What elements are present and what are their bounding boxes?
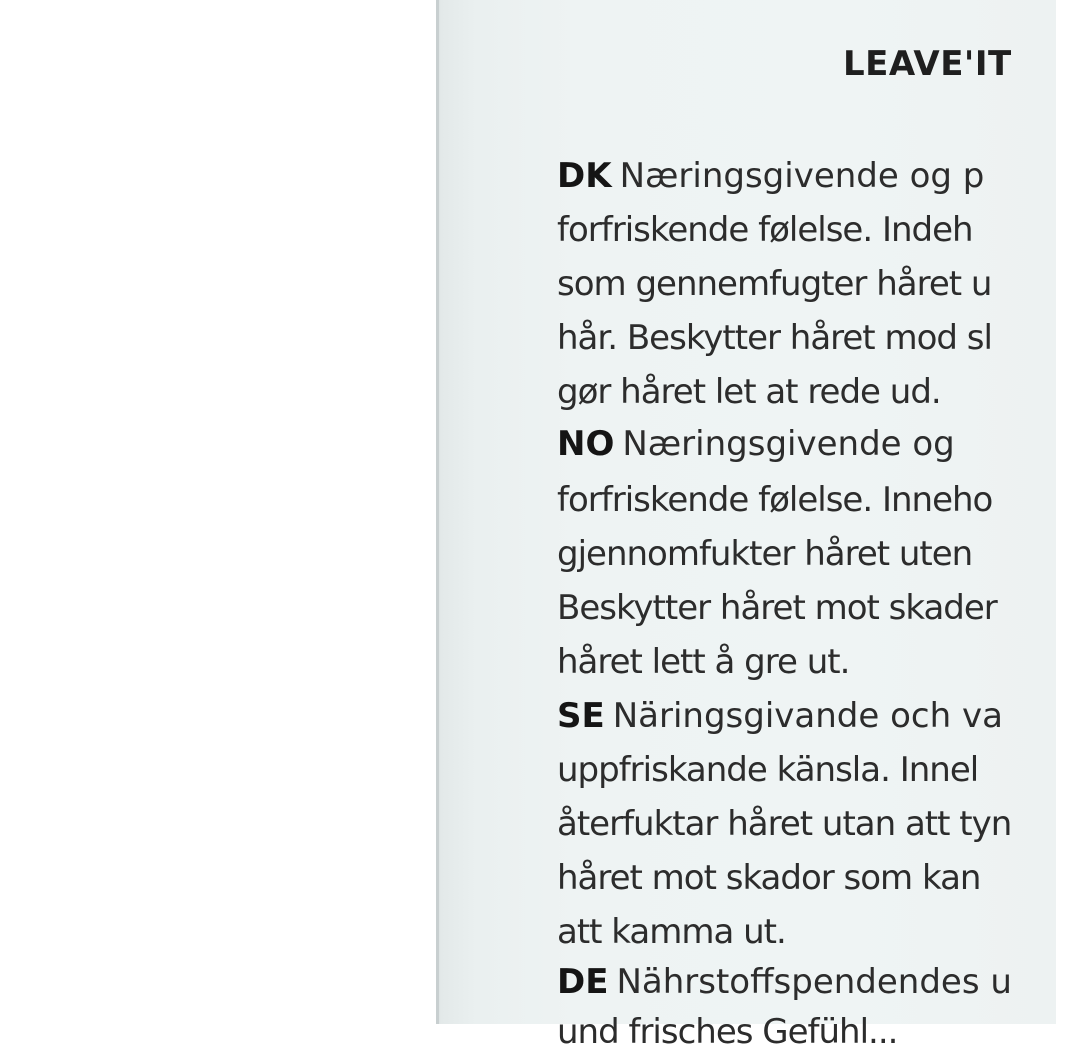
description-line: håret mot skador som kan (557, 858, 981, 898)
description-line: forfriskende følelse. Indeh (557, 210, 973, 250)
language-code-no: NO (557, 424, 615, 464)
description-line: att kamma ut. (557, 912, 786, 952)
description-text: Næringsgivende og (622, 424, 955, 464)
description-line (557, 424, 955, 464)
description-line (557, 156, 984, 196)
description-line (557, 962, 1012, 1002)
description-line: forfriskende følelse. Inneho (557, 480, 993, 520)
bottle-label (436, 0, 1056, 1052)
description-line: gjennomfukter håret uten (557, 534, 973, 574)
language-code-se: SE (557, 696, 605, 736)
language-code-dk: DK (557, 156, 612, 196)
product-title: LEAVE'IT (843, 44, 1012, 84)
description-text: Nährstoffspendendes u (616, 962, 1012, 1002)
description-text: Näringsgivande och va (612, 696, 1003, 736)
description-line: Beskytter håret mot skader (557, 588, 997, 628)
description-line: und frisches Gefühl... (557, 1012, 898, 1052)
bottle-edge (436, 0, 439, 1024)
description-line: återfuktar håret utan att tyn (557, 804, 1012, 844)
description-line: som gennemfugter håret u (557, 264, 992, 304)
description-line: gør håret let at rede ud. (557, 372, 941, 412)
description-line: håret lett å gre ut. (557, 642, 850, 682)
description-line (557, 696, 1003, 736)
language-code-de: DE (557, 962, 609, 1002)
description-line: hår. Beskytter håret mod sl (557, 318, 992, 358)
description-text: Næringsgivende og p (619, 156, 985, 196)
description-line: uppfriskande känsla. Innel (557, 750, 979, 790)
